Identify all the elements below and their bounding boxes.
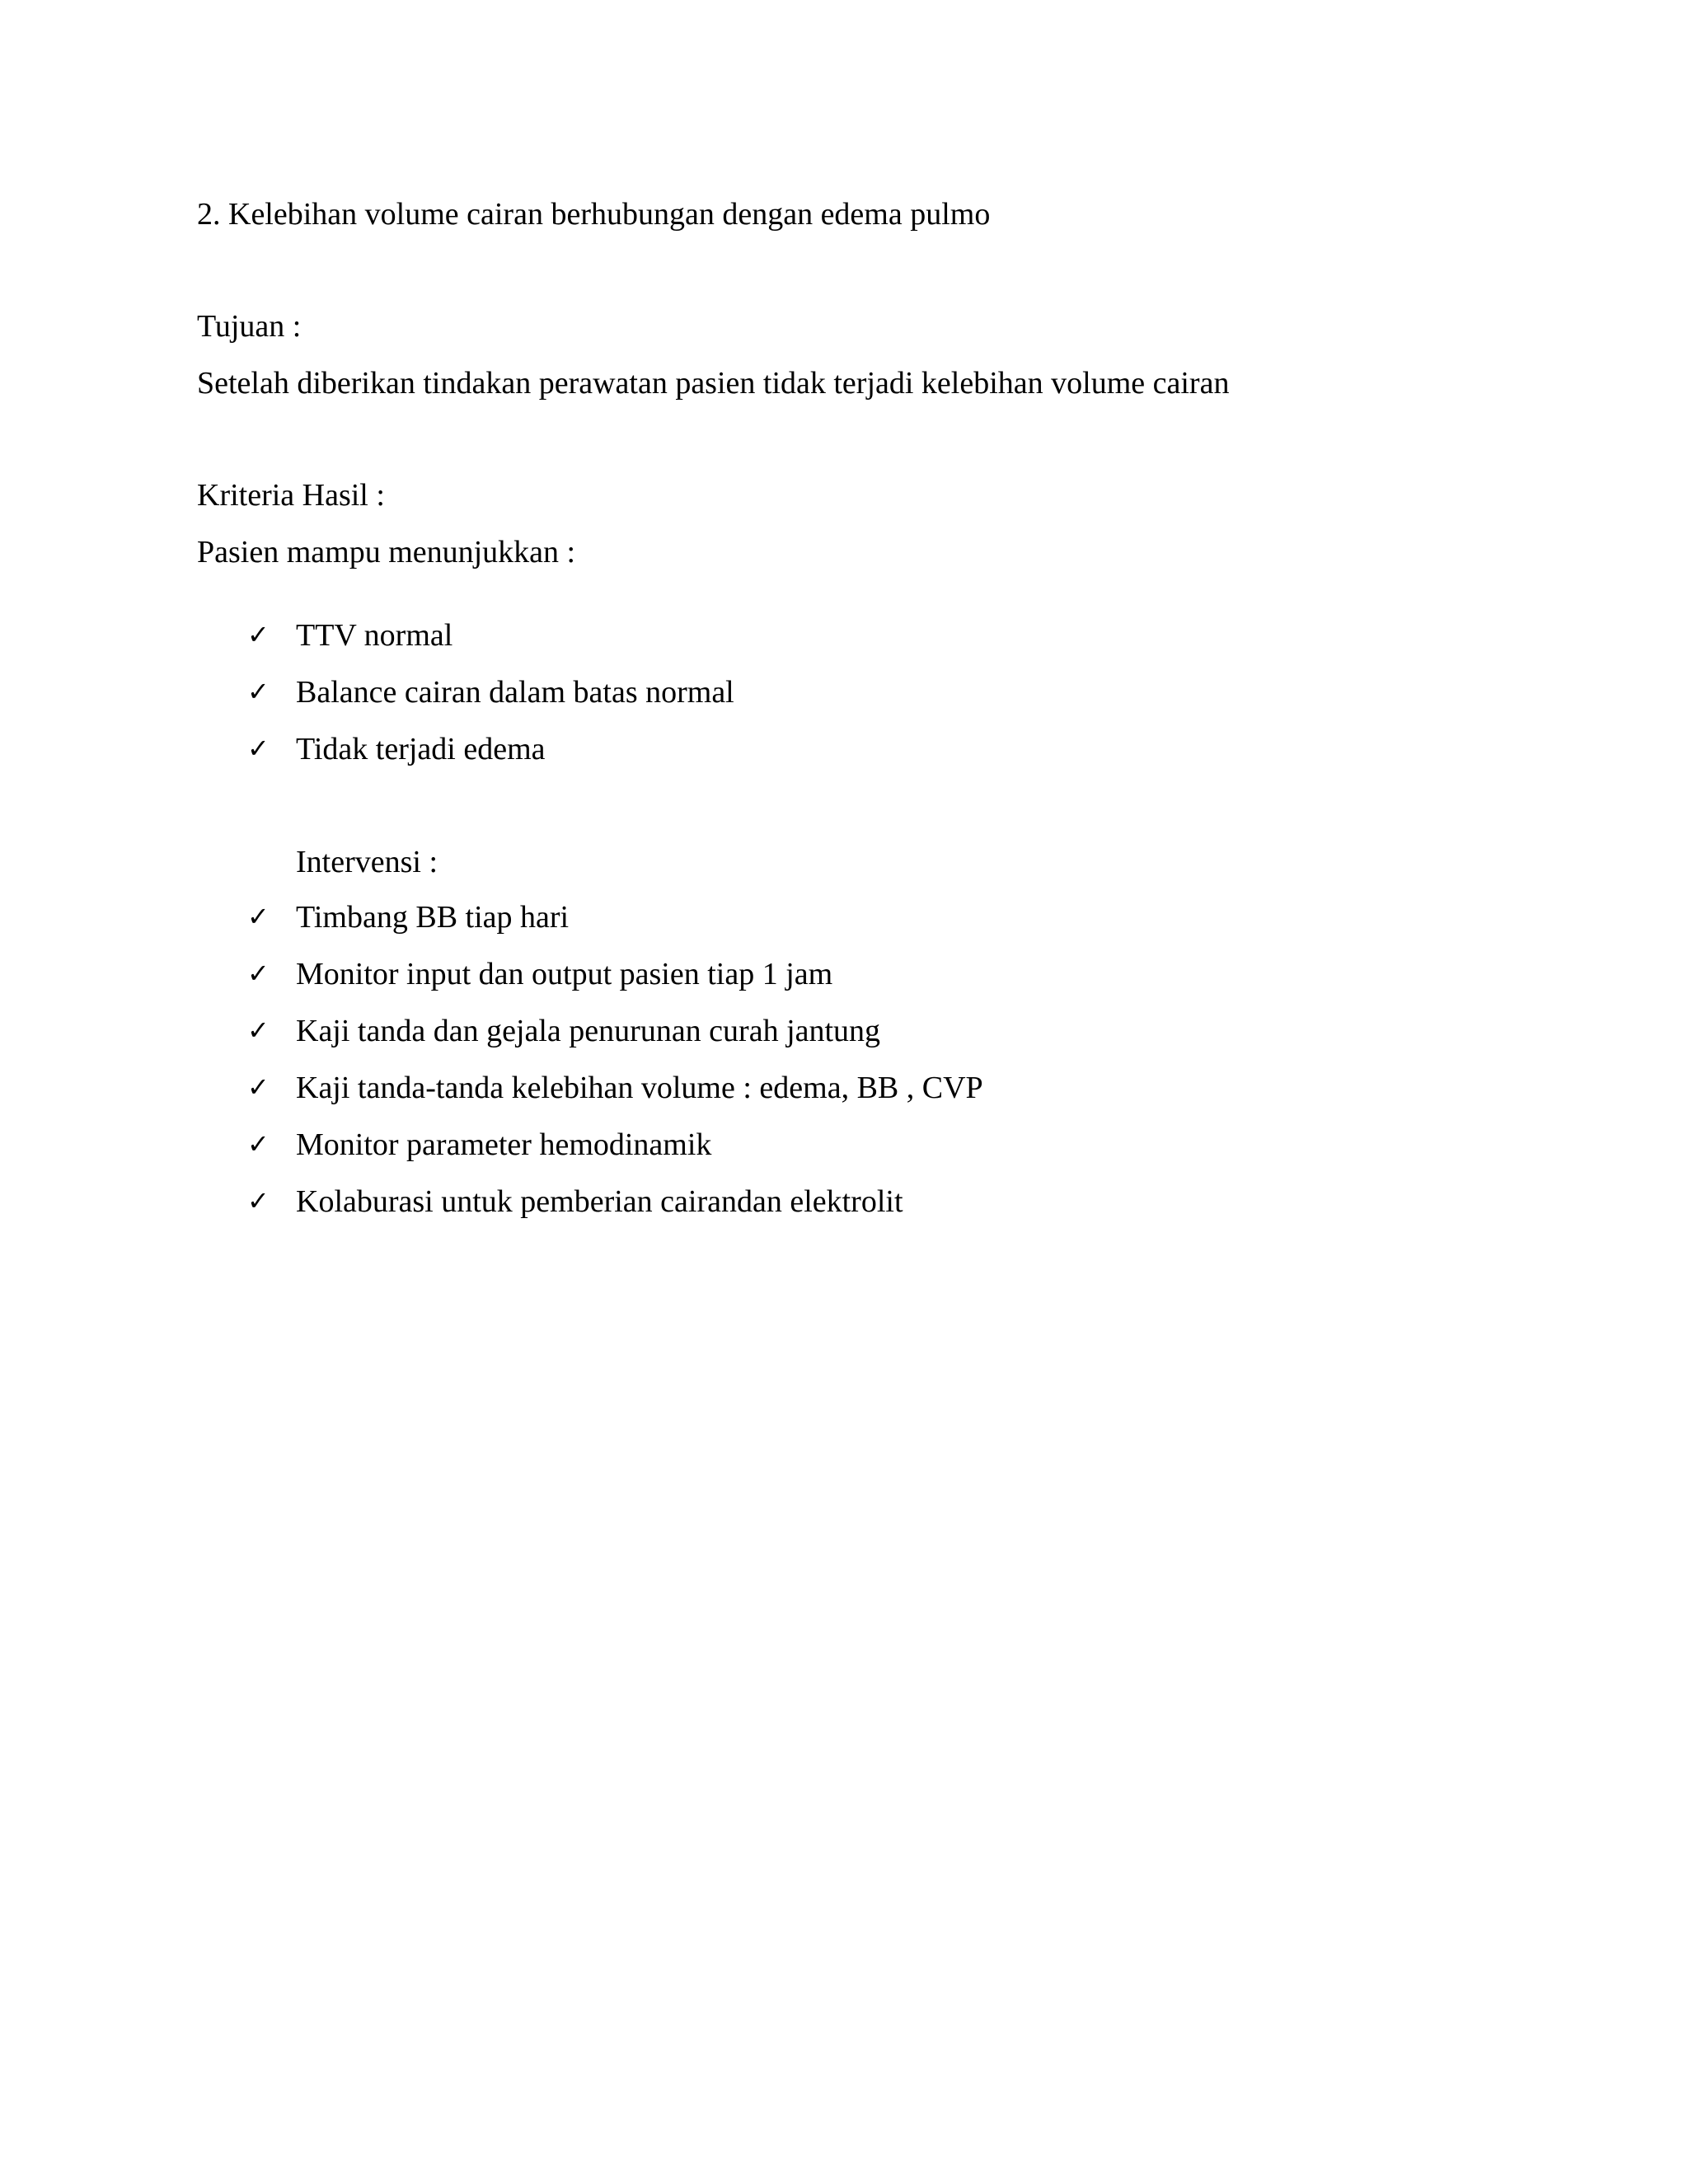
section-heading: 2. Kelebihan volume cairan berhubungan dengan edema pulmo [197,197,991,232]
tujuan-label: Tujuan : [197,309,302,344]
intervensi-label: Intervensi : [296,845,438,879]
list-item-text: Kolaburasi untuk pemberian cairandan elektrolit [296,1184,903,1219]
check-icon: ✓ [247,1128,270,1160]
list-item-text: TTV normal [296,618,453,653]
check-icon: ✓ [247,1185,270,1216]
list-item-text: Timbang BB tiap hari [296,900,570,935]
list-item-text: Tidak terjadi edema [296,732,546,766]
check-icon: ✓ [247,1015,270,1046]
list-item-text: Monitor input dan output pasien tiap 1 jam [296,957,833,991]
kriteria-intro: Pasien mampu menunjukkan : [197,535,576,569]
list-item-text: Kaji tanda-tanda kelebihan volume : edema, BB , CVP [296,1071,983,1105]
check-icon: ✓ [247,733,270,764]
check-icon: ✓ [247,901,270,932]
check-icon: ✓ [247,676,270,707]
check-icon: ✓ [247,1071,270,1103]
kriteria-label: Kriteria Hasil : [197,478,385,513]
list-item-text: Balance cairan dalam batas normal [296,675,734,710]
check-icon: ✓ [247,958,270,989]
list-item-text: Kaji tanda dan gejala penurunan curah jantung [296,1014,881,1048]
tujuan-text: Setelah diberikan tindakan perawatan pasien tidak terjadi kelebihan volume cairan [197,366,1230,401]
list-item-text: Monitor parameter hemodinamik [296,1127,712,1162]
check-icon: ✓ [247,619,270,650]
